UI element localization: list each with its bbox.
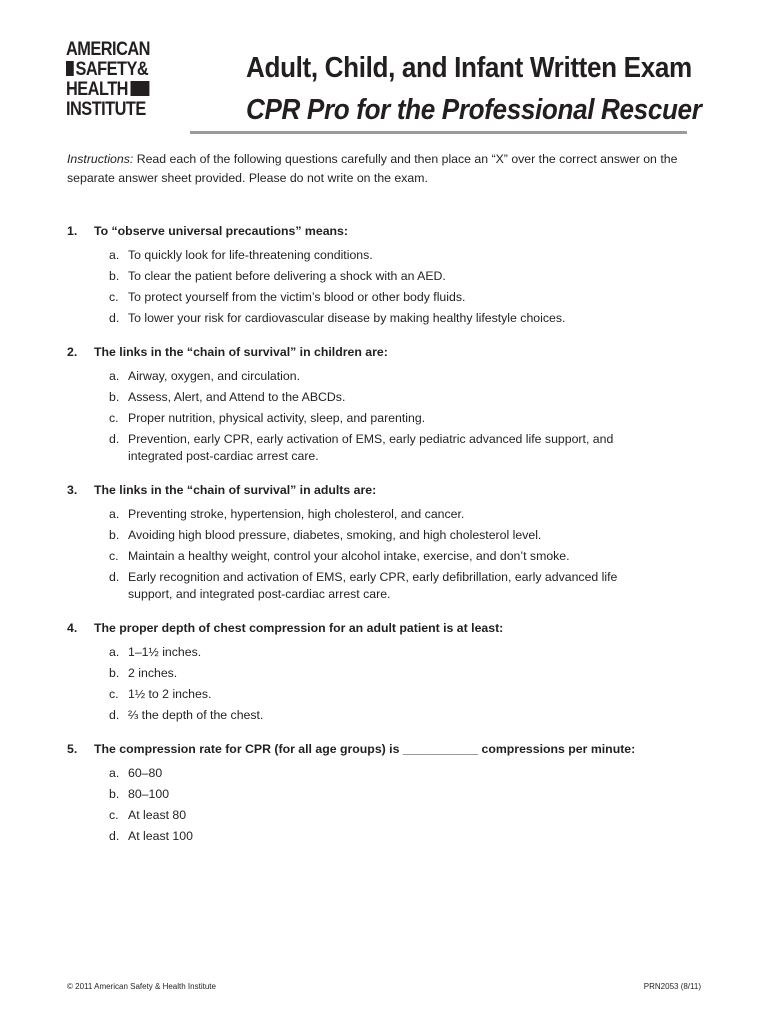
answer-text: To lower your risk for cardiovascular disease by making healthy lifestyle choices. bbox=[128, 311, 566, 325]
answer-letter: d. bbox=[109, 570, 120, 584]
answer-text: To clear the patient before delivering a shock with an AED. bbox=[128, 269, 446, 283]
logo-line-1: AMERICAN bbox=[66, 39, 150, 60]
answer-option bbox=[109, 665, 707, 682]
answer-option bbox=[109, 786, 707, 803]
logo-line-2 bbox=[66, 60, 154, 80]
question-text: The proper depth of chest compression for an adult patient is at least: bbox=[94, 621, 504, 635]
footer-copyright: © 2011 American Safety & Health Institute bbox=[67, 982, 216, 991]
answer-option bbox=[109, 389, 707, 406]
question-stem bbox=[67, 740, 707, 759]
answer-option bbox=[109, 828, 707, 845]
answer-letter: d. bbox=[109, 829, 120, 843]
instructions-body: Read each of the following questions carefully and then place an “X” over the correct answer on the separate answer sheet provided. Please do not write on the exam. bbox=[67, 152, 678, 185]
question-number: 2. bbox=[67, 345, 78, 359]
footer-doc-code: PRN2053 (8/11) bbox=[643, 982, 701, 991]
answer-letter: d. bbox=[109, 708, 120, 722]
answer-text: Proper nutrition, physical activity, sleep, and parenting. bbox=[128, 411, 426, 425]
question-4 bbox=[67, 619, 707, 724]
question-number: 1. bbox=[67, 224, 78, 238]
answer-text: 60–80 bbox=[128, 766, 163, 780]
answer-letter: c. bbox=[109, 687, 119, 701]
answer-text: Assess, Alert, and Attend to the ABCDs. bbox=[128, 390, 346, 404]
answer-text: Early recognition and activation of EMS, early CPR, early defibrillation, early advanced life support, and integrated post-cardiac arrest care. bbox=[128, 570, 618, 601]
answer-letter: c. bbox=[109, 290, 119, 304]
answer-text: ⅔ the depth of the chest. bbox=[128, 708, 264, 722]
answer-option bbox=[109, 368, 707, 385]
answer-option bbox=[109, 247, 707, 264]
answer-letter: b. bbox=[109, 269, 120, 283]
answer-option bbox=[109, 268, 707, 285]
answer-option bbox=[109, 289, 707, 306]
answer-letter: a. bbox=[109, 248, 120, 262]
answer-text: Maintain a healthy weight, control your alcohol intake, exercise, and don’t smoke. bbox=[128, 549, 570, 563]
question-stem bbox=[67, 619, 707, 638]
answer-option bbox=[109, 644, 707, 661]
answer-option bbox=[109, 569, 707, 603]
question-stem bbox=[67, 481, 707, 500]
logo-block-mark bbox=[66, 61, 74, 76]
answer-option bbox=[109, 686, 707, 703]
logo-line-4: INSTITUTE bbox=[66, 99, 146, 120]
answer-option bbox=[109, 431, 707, 465]
header-rule bbox=[190, 131, 687, 134]
answer-option bbox=[109, 707, 707, 724]
question-stem bbox=[67, 222, 707, 241]
ashi-logo bbox=[66, 40, 154, 120]
answer-text: 80–100 bbox=[128, 787, 170, 801]
question-1 bbox=[67, 222, 707, 327]
exam-title: Adult, Child, and Infant Written Exam bbox=[246, 52, 692, 84]
logo-line-3-text: HEALTH bbox=[66, 79, 128, 100]
question-number: 5. bbox=[67, 742, 78, 756]
answer-text: To protect yourself from the victim’s blood or other body fluids. bbox=[128, 290, 466, 304]
answer-letter: a. bbox=[109, 766, 120, 780]
answer-option bbox=[109, 765, 707, 782]
answer-letter: c. bbox=[109, 411, 119, 425]
answer-option bbox=[109, 548, 707, 565]
question-5 bbox=[67, 740, 707, 845]
answer-text: 1½ to 2 inches. bbox=[128, 687, 212, 701]
question-2 bbox=[67, 343, 707, 465]
question-text: The links in the “chain of survival” in children are: bbox=[94, 345, 388, 359]
instructions-lead: Instructions: bbox=[67, 152, 134, 166]
answer-letter: b. bbox=[109, 390, 120, 404]
question-list bbox=[67, 222, 707, 861]
answer-text: At least 80 bbox=[128, 808, 187, 822]
answer-letter: b. bbox=[109, 787, 120, 801]
logo-line-2-text: SAFETY& bbox=[75, 59, 149, 80]
answer-text: To quickly look for life-threatening conditions. bbox=[128, 248, 373, 262]
answer-list bbox=[67, 368, 707, 465]
answer-list bbox=[67, 765, 707, 845]
answer-text: Avoiding high blood pressure, diabetes, smoking, and high cholesterol level. bbox=[128, 528, 542, 542]
question-text: The compression rate for CPR (for all age groups) is ___________ compressions per minute: bbox=[94, 742, 636, 756]
answer-option bbox=[109, 807, 707, 824]
question-number: 4. bbox=[67, 621, 78, 635]
logo-bar-mark bbox=[131, 81, 150, 96]
question-text: The links in the “chain of survival” in adults are: bbox=[94, 483, 377, 497]
answer-list bbox=[67, 644, 707, 724]
answer-text: Prevention, early CPR, early activation of EMS, early pediatric advanced life support, and integrated post-cardiac arrest care. bbox=[128, 432, 614, 463]
answer-letter: a. bbox=[109, 645, 120, 659]
logo-line-3 bbox=[66, 80, 154, 100]
question-3 bbox=[67, 481, 707, 603]
answer-letter: b. bbox=[109, 528, 120, 542]
answer-letter: b. bbox=[109, 666, 120, 680]
answer-letter: d. bbox=[109, 311, 120, 325]
answer-text: Airway, oxygen, and circulation. bbox=[128, 369, 301, 383]
answer-letter: a. bbox=[109, 507, 120, 521]
answer-text: Preventing stroke, hypertension, high cholesterol, and cancer. bbox=[128, 507, 465, 521]
answer-letter: a. bbox=[109, 369, 120, 383]
answer-option bbox=[109, 410, 707, 427]
answer-list bbox=[67, 247, 707, 327]
answer-option bbox=[109, 310, 707, 327]
answer-option bbox=[109, 506, 707, 523]
answer-letter: c. bbox=[109, 549, 119, 563]
answer-letter: c. bbox=[109, 808, 119, 822]
answer-letter: d. bbox=[109, 432, 120, 446]
question-stem bbox=[67, 343, 707, 362]
answer-text: 2 inches. bbox=[128, 666, 178, 680]
answer-list bbox=[67, 506, 707, 603]
exam-subtitle: CPR Pro for the Professional Rescuer bbox=[246, 94, 702, 126]
question-text: To “observe universal precautions” means: bbox=[94, 224, 348, 238]
answer-text: At least 100 bbox=[128, 829, 193, 843]
answer-option bbox=[109, 527, 707, 544]
answer-text: 1–1½ inches. bbox=[128, 645, 202, 659]
instructions bbox=[67, 150, 707, 188]
question-number: 3. bbox=[67, 483, 78, 497]
